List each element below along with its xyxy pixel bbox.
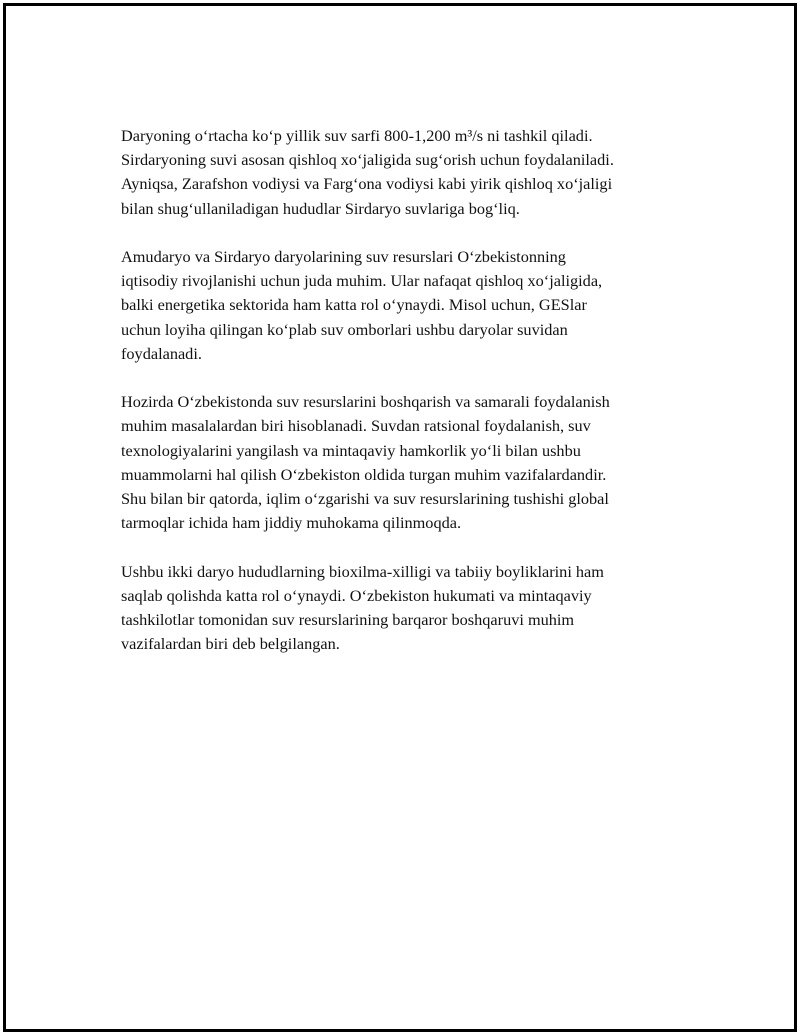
paragraph-2: Amudaryo va Sirdaryo daryolarining suv resurslari Oʻzbekistonning iqtisodiy rivojlanishi uchun juda muhim. Ular nafaqat qishloq xoʻjaligida, balki energetika sektorida ham katta rol oʻynaydi. Misol uchun, GESlar uchun loyiha qilingan koʻplab suv omborlari ushbu daryolar suvidan foydalanadi. [121,247,603,363]
page-frame [3,3,797,1032]
paragraph-1: Daryoning oʻrtacha koʻp yillik suv sarfi 800-1,200 m³/s ni tashkil qiladi. Sirdaryoning suvi asosan qishloq xoʻjaligida sugʻorish uchun foydalaniladi. Ayniqsa, Zarafshon vodiysi va Fargʻona vodiysi kabi yirik qishloq xoʻjaligi bilan shugʻullaniladigan hududlar Sirdaryo suvlariga bogʻliq. [121,126,614,218]
document-body [121,124,691,681]
paragraph-4: Ushbu ikki daryo hududlarning bioxilma-xilligi va tabiiy boyliklarini ham saqlab qolishda katta rol oʻynaydi. Oʻzbekiston hukumati va mintaqaviy tashkilotlar tomonidan suv resurslarining barqaror boshqaruvi muhim vazifalardan biri deb belgilangan. [121,561,604,654]
paragraph-3: Hozirda Oʻzbekistonda suv resurslarini boshqarish va samarali foydalanish muhim masalalardan biri hisoblanadi. Suvdan ratsional foydalanish, suv texnologiyalarini yangilash va mintaqaviy hamkorlik yoʻli bilan ushbu muammolarni hal qilish Oʻzbekiston oldida turgan muhim vazifalardandir. Shu bilan bir qatorda, iqlim oʻzgarishi va suv resurslarining tushishi global tarmoqlar ichida ham jiddiy muhokama qilinmoqda. [121,392,610,533]
